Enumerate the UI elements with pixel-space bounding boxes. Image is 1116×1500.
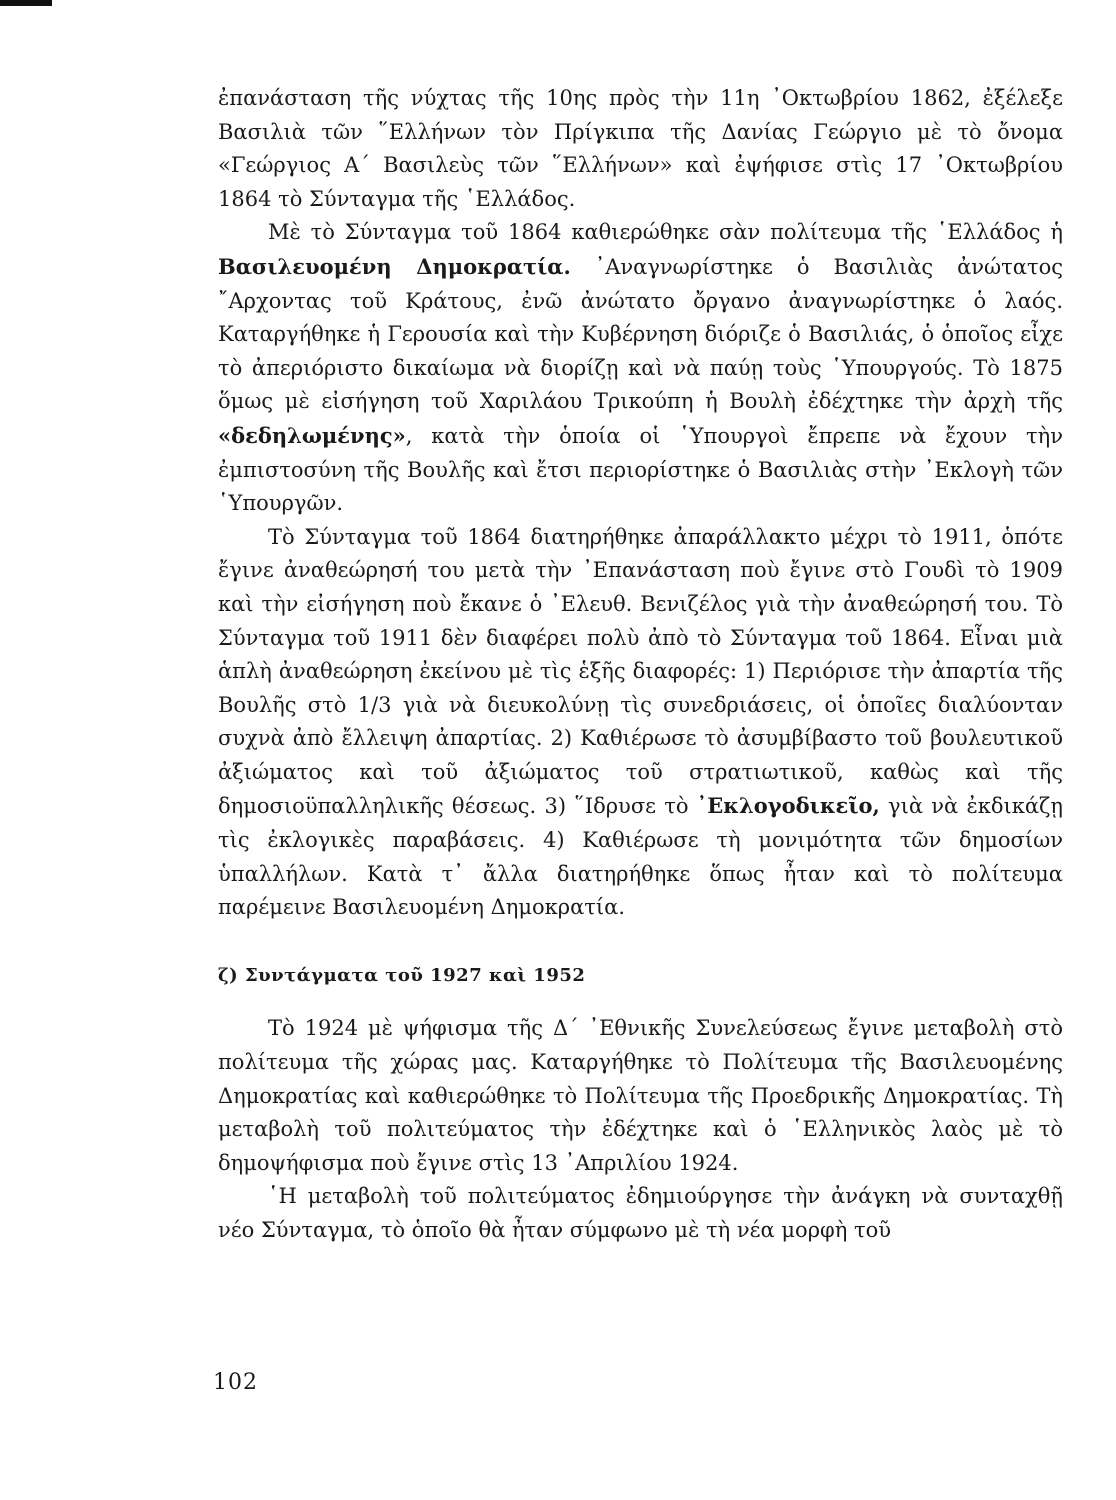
section-paragraphs xyxy=(218,1012,1063,1247)
paragraph-p5 xyxy=(218,1180,1063,1247)
paragraph-text: ᾿Αναγνωρίστηκε ὁ Βασιλιὰς ἀνώτατος ῎Αρχοντας τοῦ Κράτους, ἐνῶ ἀνώτατο ὄργανο ἀναγνωρίστηκε ὁ λαός. Καταργήθηκε ἡ Γερουσία καὶ τὴν Κυβέρνηση διόριζε ὁ Βασιλιάς, ὁ ὁποῖος εἶχε τὸ ἀπεριόριστο δικαίωμα νὰ διορίζῃ καὶ νὰ παύῃ τοὺς ῾Υπουργούς. Τὸ 1875 ὅμως μὲ εἰσήγηση τοῦ Χαριλάου Τρικούπη ἡ Βουλὴ ἐδέχτηκε τὴν ἀρχὴ τῆς xyxy=(218,254,1063,414)
paragraph-text: , κατὰ τὴν ὁποία οἱ ῾Υπουργοὶ ἔπρεπε νὰ ἔχουν τὴν ἐμπιστοσύνη τῆς Βουλῆς καὶ ἔτσι περιορίστηκε ὁ Βασιλιὰς στὴν ᾿Εκλογὴ τῶν ῾Υπουργῶν. xyxy=(218,423,1063,516)
paragraph-text: Τὸ 1924 μὲ ψήφισμα τῆς Δ΄ ᾿Εθνικῆς Συνελεύσεως ἔγινε μεταβολὴ στὸ πολίτευμα τῆς χώρας μας. Καταργήθηκε τὸ Πολίτευμα τῆς Βασιλευομένης Δημοκρατίας καὶ καθιερώθηκε τὸ Πολίτευμα τῆς Προεδρικῆς Δημοκρατίας. Τὴ μεταβολὴ τοῦ πολιτεύματος τὴν ἐδέχτηκε καὶ ὁ ῾Ελληνικὸς λαὸς μὲ τὸ δημοψήφισμα ποὺ ἔγινε στὶς 13 ᾿Απριλίου 1924. xyxy=(218,1016,1063,1175)
paragraph-text: ἐπανάσταση τῆς νύχτας τῆς 10ης πρὸς τὴν 11η ᾿Οκτωβρίου 1862, ἐξέλεξε Βασιλιὰ τῶν ῞Ελλήνων τὸν Πρίγκιπα τῆς Δανίας Γεώργιο μὲ τὸ ὄνομα «Γεώργιος Α΄ Βασιλεὺς τῶν ῞Ελλήνων» καὶ ἐψήφισε στὶς 17 ᾿Οκτωβρίου 1864 τὸ Σύνταγμα τῆς ῾Ελλάδος. xyxy=(218,86,1063,211)
paragraph-p2 xyxy=(218,216,1063,520)
paragraph-p4 xyxy=(218,1012,1063,1180)
paragraph-text: γιὰ νὰ ἐκδικάζῃ τὶς ἐκλογικὲς παραβάσεις. 4) Καθιέρωσε τὴ μονιμότητα τῶν δημοσίων ὑπαλλήλων. Κατὰ τ᾿ ἄλλα διατηρήθηκε ὅπως ἦταν καὶ τὸ πολίτευμα παρέμεινε Βασιλευομένη Δημοκρατία. xyxy=(218,794,1063,920)
scan-corner-mark xyxy=(0,0,52,6)
paragraph-text: Τὸ Σύνταγμα τοῦ 1864 διατηρήθηκε ἀπαράλλακτο μέχρι τὸ 1911, ὁπότε ἔγινε ἀναθεώρησή του μετὰ τὴν ᾿Επανάσταση ποὺ ἔγινε στὸ Γουδὶ τὸ 1909 καὶ τὴν εἰσήγηση ποὺ ἔκανε ὁ ᾿Ελευθ. Βενιζέλος γιὰ τὴν ἀναθεώρησή του. Τὸ Σύνταγμα τοῦ 1911 δὲν διαφέρει πολὺ ἀπὸ τὸ Σύνταγμα τοῦ 1864. Εἶναι μιὰ ἁπλὴ ἀναθεώρηση ἐκείνου μὲ τὶς ἑξῆς διαφορές: 1) Περιόρισε τὴν ἀπαρτία τῆς Βουλῆς στὸ 1/3 γιὰ νὰ διευκολύνῃ τὶς συνεδριάσεις, οἱ ὁποῖες διαλύονταν συχνὰ ἀπὸ ἔλλειψη ἀπαρτίας. 2) Καθιέρωσε τὸ ἀσυμβίβαστο τοῦ βουλευτικοῦ ἀξιώματος καὶ τοῦ ἀξιώματος τοῦ στρατιωτικοῦ, καθὼς καὶ τῆς δημοσιοϋπαλληλικῆς θέσεως. 3) ῞Ιδρυσε τὸ xyxy=(218,524,1063,819)
body-paragraphs xyxy=(218,82,1063,925)
paragraph-text: Μὲ τὸ Σύνταγμα τοῦ 1864 καθιερώθηκε σὰν πολίτευμα τῆς ῾Ελλάδος ἡ xyxy=(268,220,1063,245)
paragraph-p3 xyxy=(218,521,1063,925)
bold-term: ᾿Εκλογοδικεῖο, xyxy=(696,793,880,819)
paragraph-text: ῾Η μεταβολὴ τοῦ πολιτεύματος ἐδημιούργησε τὴν ἀνάγκη νὰ συνταχθῇ νέο Σύνταγμα, τὸ ὁποῖο θὰ ἦταν σύμφωνο μὲ τὴ νέα μορφὴ τοῦ xyxy=(218,1184,1063,1242)
bold-term: «δεδηλωμένης» xyxy=(218,422,406,448)
section-heading: ζ) Συντάγματα τοῦ 1927 καὶ 1952 xyxy=(218,964,586,986)
page-number: 102 xyxy=(213,1370,258,1395)
paragraph-p1 xyxy=(218,82,1063,216)
bold-term: Βασιλευομένη Δημοκρατία. xyxy=(218,253,571,279)
page-body xyxy=(218,82,1063,1248)
